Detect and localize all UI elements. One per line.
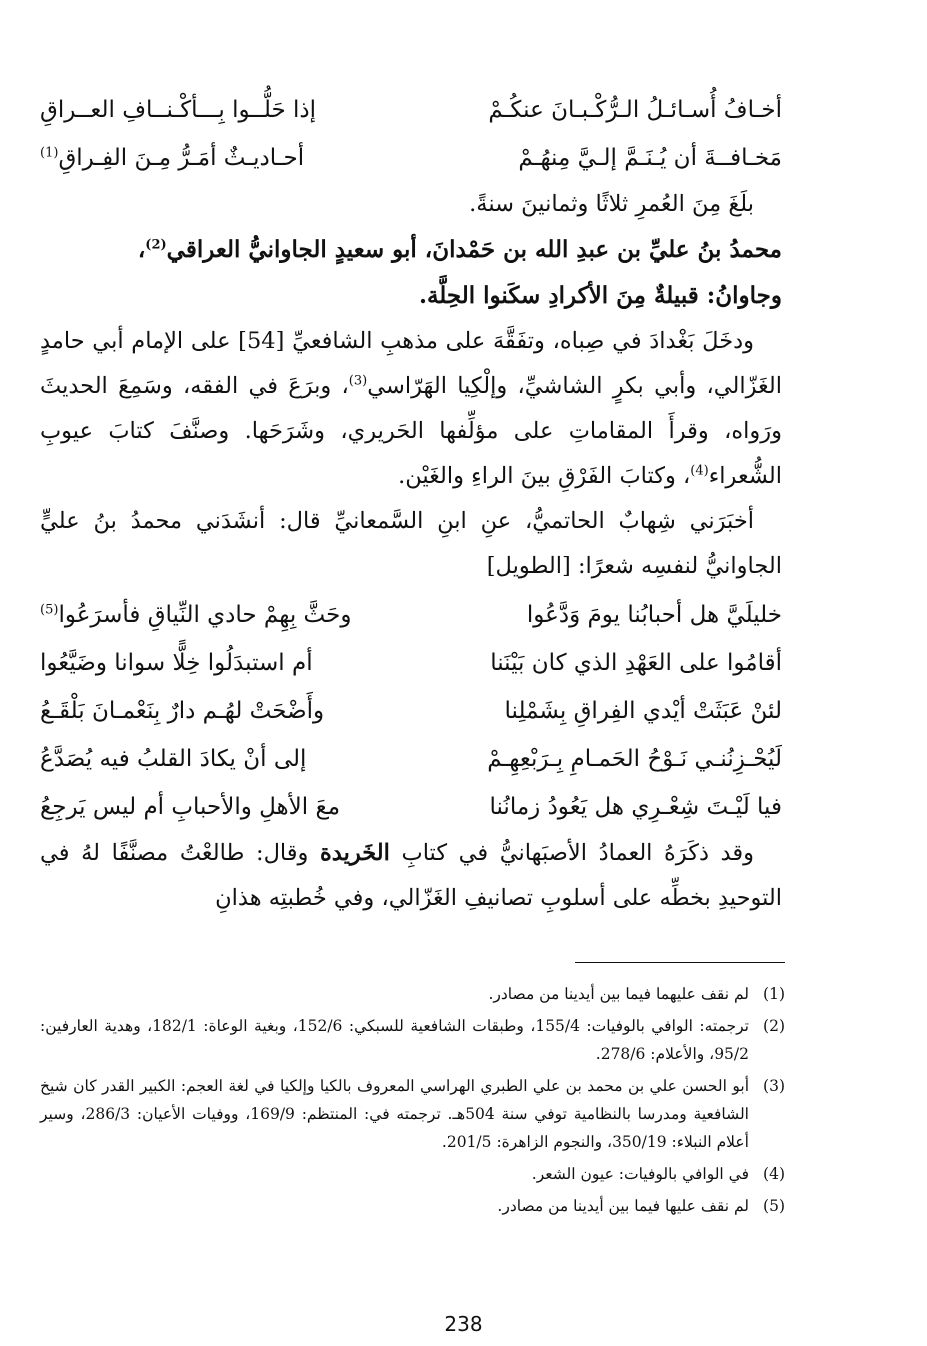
paragraph-text: وقد ذكَرَهُ العمادُ الأصبَهانيُّ في كتابِ	[389, 840, 754, 866]
page-body	[40, 86, 782, 921]
footnote	[40, 1072, 785, 1156]
verse-second-hemistich	[40, 145, 395, 171]
verse-row	[40, 783, 782, 831]
top-poem	[40, 86, 782, 182]
footnote-ref: (3)	[348, 373, 368, 389]
book-title: الخَريدة	[320, 840, 390, 866]
paragraph-text: أخبَرَني شِهابٌ الحاتميُّ، عنِ ابنِ السَّمعانيِّ قال: أنشَدَني محمدُ بنُ عليٍّ الجاوانيُّ لنفسِه شعرًا:	[40, 508, 782, 579]
footnote-ref: (2)	[145, 237, 167, 253]
verse-row	[40, 134, 782, 182]
footnote-ref: (4)	[690, 463, 709, 479]
poem-meter: [الطويل]	[486, 553, 571, 579]
poem	[40, 591, 782, 831]
paragraph-education	[40, 319, 782, 499]
verse-first-hemistich: لئنْ عَبَثَتْ أيْدي الفِراقِ بِشَمْلِنا	[504, 698, 782, 724]
verse-second-hemistich: إلى أنْ يكادَ القلبُ فيه يُصَدَّعُ	[40, 746, 307, 772]
punctuation: ،	[137, 236, 146, 263]
verse-second-hemistich	[40, 97, 395, 123]
verse-first-hemistich: فيا لَيْـتَ شِعْـرِي هل يَعُودُ زمانُنا	[489, 794, 782, 820]
verse-first-hemistich: أقامُوا على العَهْدِ الذي كان بَيْنَنا	[490, 650, 782, 676]
footnote-ref: (5)	[40, 602, 59, 618]
biography-tribe: وجاوانُ: قبيلةٌ مِنَ الأكرادِ سكَنوا الحِلَّة.	[418, 282, 782, 309]
verse-row	[40, 735, 782, 783]
footnote-text: ترجمته: الوافي بالوفيات: 155/4، وطبقات الشافعية للسبكي: 152/6، وبغية الوعاة: 182/1، وهدية العارفين: 95/2، والأعلام: 278/6.	[40, 1017, 749, 1063]
biography-heading	[40, 227, 782, 319]
verse-row	[40, 86, 782, 134]
footnote-number: (5)	[763, 1197, 785, 1215]
verse-first-hemistich: لَيُحْـزِنُنـي نَـوْحُ الحَمـامِ بِـرَبْعِهِـمْ	[487, 746, 782, 772]
paragraph-text: ، وكتابَ الفَرْقِ بينَ الراءِ والغَيْن.	[398, 463, 691, 489]
verse-second-hemistich	[40, 602, 395, 628]
biography-name-text: محمدُ بنُ عليِّ بن عبدِ الله بن حَمْدانَ، أبو سعيدٍ الجاوانيُّ العراقي	[166, 236, 782, 263]
paragraph-text: وقال: طالعْتُ مصنَّفًا لهُ في التوحيدِ بخطِّه على أسلوبِ تصانيفِ الغَزّالي، وفي خُطبتِه هذانِ	[40, 840, 782, 911]
footnote	[40, 1012, 785, 1068]
footnote-text: أبو الحسن علي بن محمد بن علي الطبري الهراسي المعروف بالكيا وإلكيا في لغة العجم: الكبير القدر كان شيخ الشافعية ومدرسا بالنظامية توفي سنة 504هـ. ترجمته في: المنتظم: 169/9، ووفيات الأعيان: 286/3، وسير أعلام النبلاء: 350/19، والنجوم الزاهرة: 201/5.	[40, 1077, 749, 1151]
page-number: 238	[444, 1312, 483, 1336]
verse-text: وحَثَّ بِهِمْ حادي النِّياقِ فأسرَعُوا	[58, 602, 352, 628]
paragraph-kharida	[40, 831, 782, 921]
paragraph-text: ودخَلَ بَغْدادَ في صِباه، وتفَقَّهَ على مذهبِ الشافعيِّ [54] على الإمام أبي حامدٍ الغَزّالي، وأبي بكرٍ الشاشيِّ، وإلْكِيا الهَرّاسي	[40, 328, 782, 399]
verse-first-hemistich: مَخـافــةَ أن يُـنَـمَّ إلـيَّ مِنهُـمْ	[518, 145, 782, 171]
footnote-text: في الوافي بالوفيات: عيون الشعر.	[531, 1165, 749, 1183]
footnote-number: (1)	[763, 985, 785, 1003]
verse-text: أحـاديـثٌ أمَـرُّ مِـنَ الفِـراقِ	[58, 145, 305, 171]
verse-first-hemistich: أخـافُ أُسـائـلُ الـرُّكْـبـانَ عنكُـمْ	[488, 97, 782, 123]
footnote	[40, 980, 785, 1008]
verse-first-hemistich: خليلَيَّ هل أحبابُنا يومَ وَدَّعُوا	[526, 602, 782, 628]
verse-second-hemistich: معَ الأهلِ والأحبابِ أم ليس يَرجِعُ	[40, 794, 341, 820]
verse-text: إذا حَلُّــوا بِـــأكْـنــافِ العــراقِ	[40, 97, 317, 123]
footnote-number: (2)	[763, 1017, 785, 1035]
verse-second-hemistich: وأَضْحَتْ لهُـم دارٌ بِنَعْمـانَ بَلْقَـعُ	[40, 698, 325, 724]
paragraph-narration	[40, 499, 782, 589]
paragraph-text: ، وبرَعَ في الفقه، وسَمِعَ الحديثَ ورَواه، وقرأَ المقاماتِ على مؤلِّفها الحَريري، وشَرَحَها. وصنَّفَ كتابَ عيوبِ الشُّعراء	[40, 373, 782, 489]
footnote-separator	[575, 962, 785, 963]
footnote-text: لم نقف عليهما فيما بين أيدينا من مصادر.	[488, 985, 749, 1003]
footnote	[40, 1160, 785, 1188]
verse-row	[40, 639, 782, 687]
verse-second-hemistich: أم استبدَلُوا خِلًّا سوانا وضَيَّعُوا	[40, 650, 313, 676]
verse-row	[40, 591, 782, 639]
verse-row	[40, 687, 782, 735]
footnote-number: (3)	[763, 1077, 785, 1095]
footnotes	[40, 980, 785, 1224]
footnote	[40, 1192, 785, 1220]
footnote-text: لم نقف عليها فيما بين أيدينا من مصادر.	[497, 1197, 749, 1215]
biography-name	[40, 227, 782, 273]
footnote-number: (4)	[763, 1165, 785, 1183]
age-line: بلَغَ مِنَ العُمرِ ثلاثًا وثمانينَ سنةً.	[469, 191, 754, 217]
footnote-ref: (1)	[40, 145, 59, 161]
